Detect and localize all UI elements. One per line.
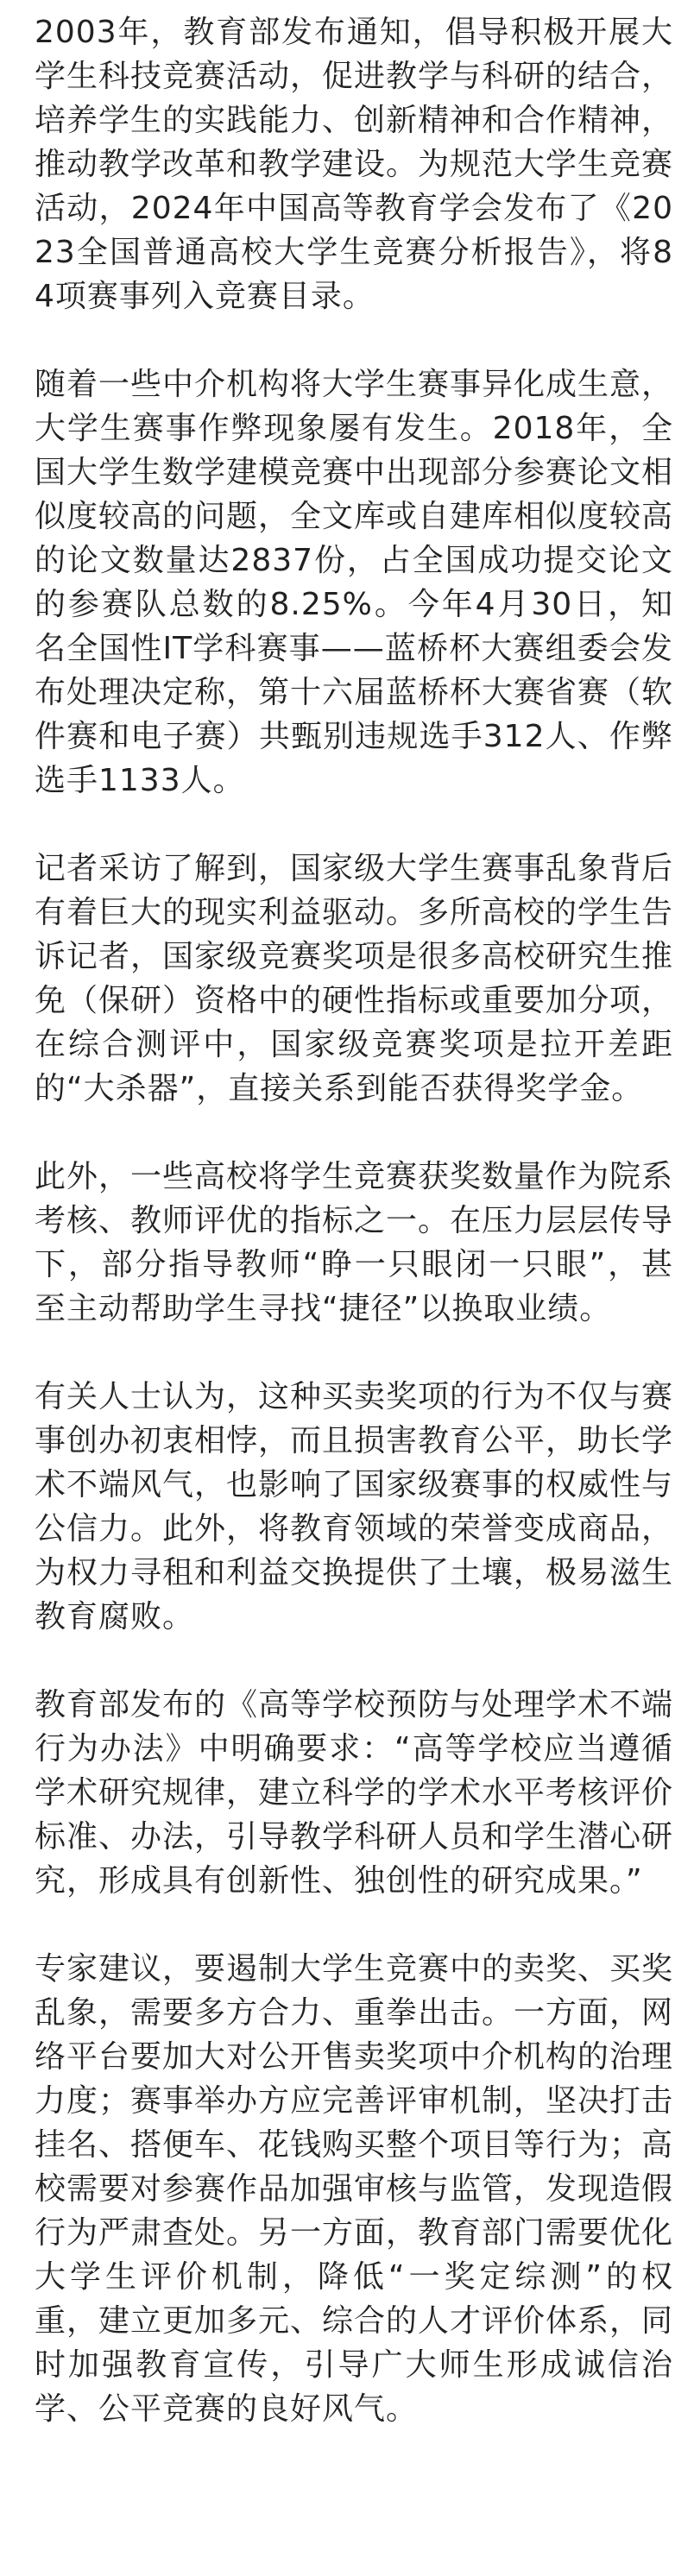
- paragraph-5: 有关人士认为，这种买卖奖项的行为不仅与赛事创办初衷相悖，而且损害教育公平，助长学术不端风气，也影响了国家级赛事的权威性与公信力。此外，将教育领域的荣誉变成商品，为权力寻租和利益交换提供了土壤，极易滋生教育腐败。: [35, 1379, 674, 1634]
- paragraph-6: 教育部发布的《高等学校预防与处理学术不端行为办法》中明确要求：“高等学校应当遵循学术研究规律，建立科学的学术水平考核评价标准、办法，引导教学科研人员和学生潜心研究，形成具有创新性、独创性的研究成果。”: [35, 1687, 674, 1899]
- paragraph-2: 随着一些中介机构将大学生赛事异化成生意，大学生赛事作弊现象屡有发生。2018年，全国大学生数学建模竞赛中出现部分参赛论文相似度较高的问题，全文库或自建库相似度较高的论文数量达2837份，占全国成功提交论文的参赛队总数的8.25%。今年4月30日，知名全国性IT学科赛事——蓝桥杯大赛组委会发布处理决定称，第十六届蓝桥杯大赛省赛（软件赛和电子赛）共甄别违规选手312人、作弊选手1133人。: [35, 367, 674, 798]
- paragraph-3: 记者采访了解到，国家级大学生赛事乱象背后有着巨大的现实利益驱动。多所高校的学生告诉记者，国家级竞赛奖项是很多高校研究生推免（保研）资格中的硬性指标或重要加分项，在综合测评中，国家级竞赛奖项是拉开差距的“大杀器”，直接关系到能否获得奖学金。: [35, 851, 674, 1106]
- paragraph-4: 此外，一些高校将学生竞赛获奖数量作为院系考核、教师评优的指标之一。在压力层层传导下，部分指导教师“睁一只眼闭一只眼”，甚至主动帮助学生寻找“捷径”以换取业绩。: [35, 1159, 674, 1326]
- paragraph-7: 专家建议，要遏制大学生竞赛中的卖奖、买奖乱象，需要多方合力、重拳出击。一方面，网络平台要加大对公开售卖奖项中介机构的治理力度；赛事举办方应完善评审机制，坚决打击挂名、搭便车、花钱购买整个项目等行为；高校需要对参赛作品加强审核与监管，发现造假行为严肃查处。另一方面，教育部门需要优化大学生评价机制，降低“一奖定综测”的权重，建立更加多元、综合的人才评价体系，同时加强教育宣传，引导广大师生形成诚信治学、公平竞赛的良好风气。: [35, 1951, 674, 2427]
- article-body: [35, 10, 673, 2431]
- paragraph-1: 2003年，教育部发布通知，倡导积极开展大学生科技竞赛活动，促进教学与科研的结合，培养学生的实践能力、创新精神和合作精神，推动教学改革和教学建设。为规范大学生竞赛活动，2024年中国高等教育学会发布了《2023全国普通高校大学生竞赛分析报告》，将84项赛事列入竞赛目录。: [35, 15, 674, 314]
